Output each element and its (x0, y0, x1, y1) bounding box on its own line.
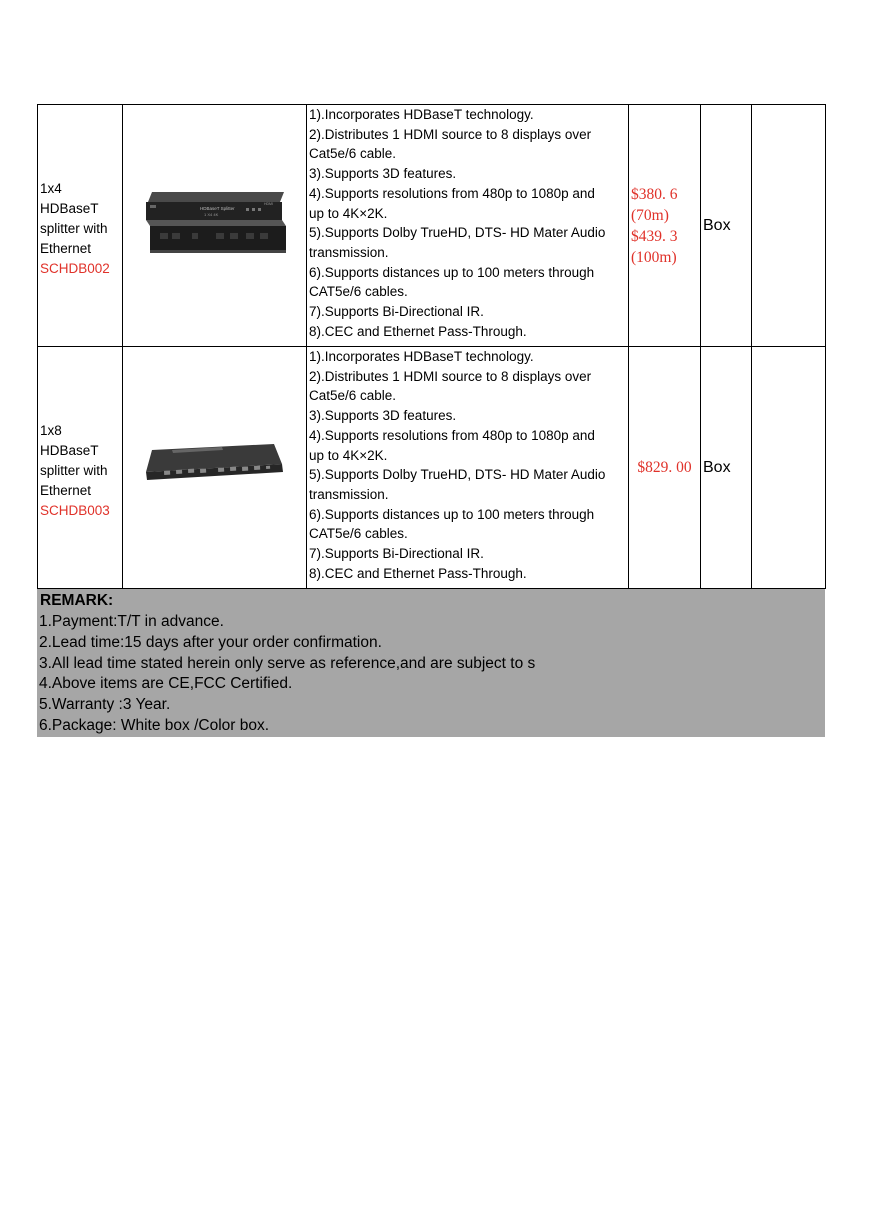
feature-line: 5).Supports Dolby TrueHD, DTS- HD Mater Audio (309, 467, 606, 483)
product-name-line: HDBaseT (40, 442, 99, 458)
remark-line: 1.Payment:T/T in advance. (39, 613, 224, 630)
product-name-line: splitter with (40, 220, 108, 236)
product-price-cell (629, 105, 701, 347)
device-text: 1 X4 4K (203, 212, 218, 217)
device-text: HDMI (263, 202, 273, 206)
feature-line: 7).Supports Bi-Directional IR. (309, 546, 484, 562)
product-name-cell (38, 347, 123, 589)
price-line: (70m) (631, 206, 669, 224)
remark-section (37, 589, 825, 737)
product-code: SCHDB003 (40, 502, 110, 518)
remark-line: 2.Lead time:15 days after your order confirmation. (39, 633, 382, 651)
remark-line: 6.Package: White box /Color box. (39, 716, 270, 734)
remark-line: 4.Above items are CE,FCC Certified. (39, 675, 293, 693)
feature-line: 6).Supports distances up to 100 meters through (309, 506, 595, 522)
product-features-cell (307, 347, 629, 589)
device-text: HDBaseT Splitter (199, 206, 235, 211)
product-image (142, 442, 288, 488)
feature-line: Cat5e/6 cable. (309, 388, 397, 404)
feature-line: CAT5e/6 cables. (309, 284, 408, 300)
feature-line: 1).Incorporates HDBaseT technology. (309, 349, 534, 364)
feature-line: Cat5e/6 cable. (309, 146, 397, 162)
product-package-cell: Box (701, 105, 752, 347)
product-package-cell: Box (701, 347, 752, 589)
feature-line: 8).CEC and Ethernet Pass-Through. (309, 323, 527, 339)
feature-line: 4).Supports resolutions from 480p to 1080p and (309, 185, 595, 201)
price-line: $439. 3 (631, 227, 678, 245)
feature-line: 8).CEC and Ethernet Pass-Through. (309, 565, 527, 581)
feature-line: 1).Incorporates HDBaseT technology. (309, 107, 534, 122)
product-name-line: 1x8 (40, 422, 62, 438)
product-row-1 (38, 105, 826, 347)
product-row-2 (38, 347, 826, 589)
product-price-cell (629, 347, 701, 589)
feature-line: 3).Supports 3D features. (309, 408, 457, 424)
feature-line: 5).Supports Dolby TrueHD, DTS- HD Mater Audio (309, 225, 606, 241)
feature-line: CAT5e/6 cables. (309, 526, 408, 542)
feature-line: 4).Supports resolutions from 480p to 1080p and (309, 427, 595, 443)
product-table (37, 104, 826, 589)
product-name-line: HDBaseT (40, 200, 99, 216)
product-code: SCHDB002 (40, 260, 110, 276)
feature-line: 2).Distributes 1 HDMI source to 8 displays over (309, 368, 592, 384)
product-image-cell (123, 347, 307, 589)
price-line: (100m) (631, 248, 677, 266)
price-line: $829. 00 (637, 459, 692, 476)
remark-line: 3.All lead time stated herein only serve as reference,and are subject to s (39, 654, 536, 672)
feature-line: 7).Supports Bi-Directional IR. (309, 304, 484, 320)
feature-line: 3).Supports 3D features. (309, 166, 457, 182)
price-line: $380. 6 (631, 185, 678, 203)
product-extra-cell (752, 105, 826, 347)
product-extra-cell (752, 347, 826, 589)
product-image-cell (123, 105, 307, 347)
product-image (142, 188, 288, 258)
product-name-cell (38, 105, 123, 347)
product-features-cell (307, 105, 629, 347)
feature-line: 6).Supports distances up to 100 meters through (309, 264, 595, 280)
feature-line: transmission. (309, 244, 389, 260)
product-name-line: 1x4 (40, 180, 62, 196)
remark-line: 5.Warranty :3 Year. (39, 696, 171, 714)
remark-title: REMARK: (40, 592, 114, 609)
feature-line: up to 4K×2K. (309, 447, 388, 463)
feature-line: transmission. (309, 486, 389, 502)
feature-line: 2).Distributes 1 HDMI source to 8 displays over (309, 126, 592, 142)
product-name-line: Ethernet (40, 240, 92, 256)
product-name-line: splitter with (40, 462, 108, 478)
feature-line: up to 4K×2K. (309, 205, 388, 221)
product-name-line: Ethernet (40, 482, 92, 498)
